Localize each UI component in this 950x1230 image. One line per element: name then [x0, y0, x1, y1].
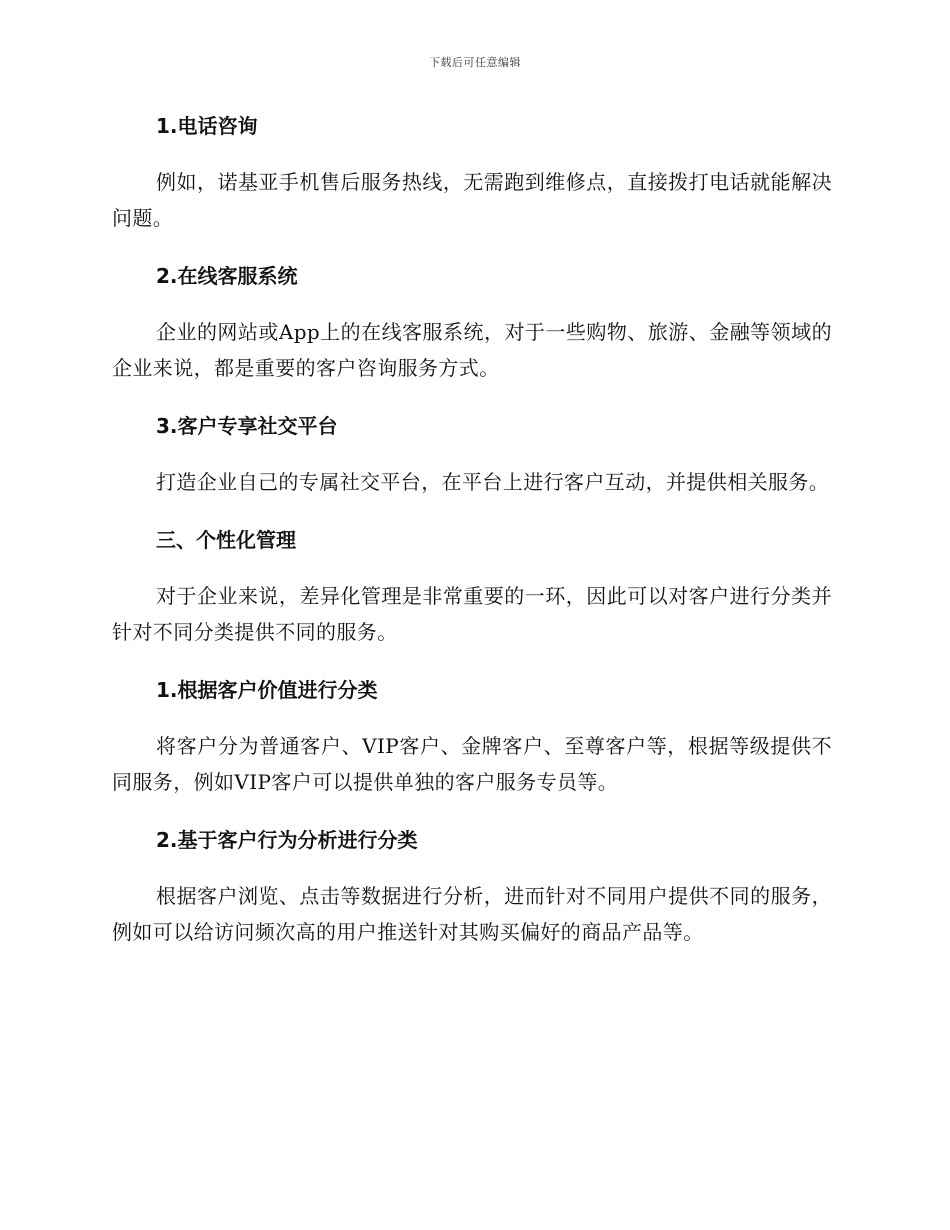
section-heading-behavior-classification: 2.基于客户行为分析进行分类 — [156, 828, 418, 852]
paragraph-value-classification: 将客户分为普通客户、VIP客户、金牌客户、至尊客户等，根据等级提供不同服务，例如VIP客户可以提供单独的客户服务专员等。 — [112, 734, 832, 794]
paragraph-phone-consult: 例如，诺基亚手机售后服务热线，无需跑到维修点，直接拨打电话就能解决问题。 — [112, 170, 832, 230]
section-heading-personalized-management: 三、个性化管理 — [156, 528, 296, 552]
section-heading-phone-consult: 1.电话咨询 — [156, 114, 258, 138]
paragraph-online-service: 企业的网站或App上的在线客服系统，对于一些购物、旅游、金融等领域的企业来说，都是重要的客户咨询服务方式。 — [112, 320, 832, 380]
document-body — [112, 110, 832, 974]
paragraph-social-platform: 打造企业自己的专属社交平台，在平台上进行客户互动，并提供相关服务。 — [156, 470, 830, 494]
section-heading-social-platform: 3.客户专享社交平台 — [156, 414, 338, 438]
paragraph-behavior-classification: 根据客户浏览、点击等数据进行分析，进而针对不同用户提供不同的服务，例如可以给访问频次高的用户推送针对其购买偏好的商品产品等。 — [112, 884, 832, 944]
section-heading-online-service: 2.在线客服系统 — [156, 264, 298, 288]
section-heading-value-classification: 1.根据客户价值进行分类 — [156, 678, 378, 702]
page-header-note: 下载后可任意编辑 — [429, 56, 521, 69]
paragraph-personalized-management: 对于企业来说，差异化管理是非常重要的一环，因此可以对客户进行分类并针对不同分类提供不同的服务。 — [112, 584, 832, 644]
